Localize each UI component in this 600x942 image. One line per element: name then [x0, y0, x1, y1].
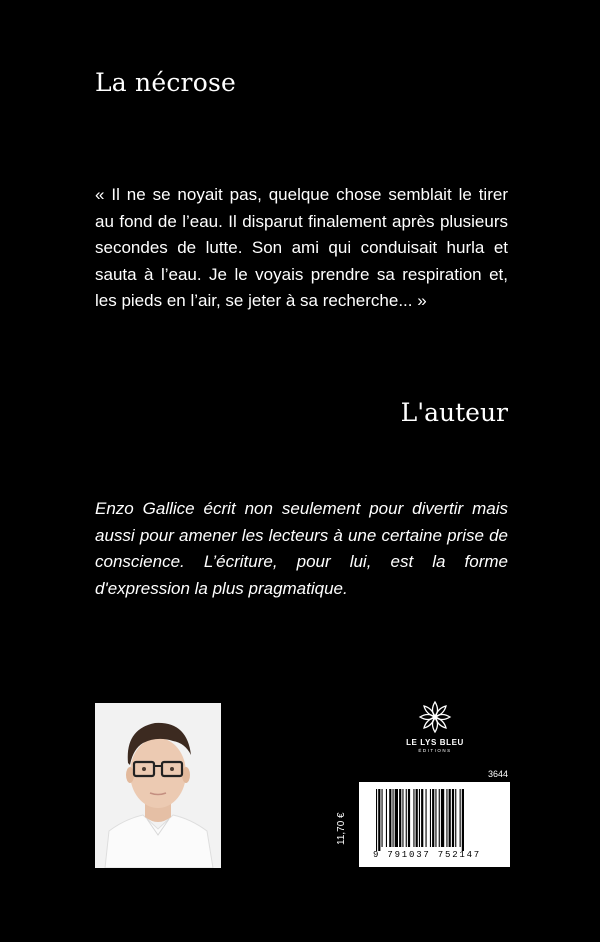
barcode-bar: [402, 789, 403, 847]
barcode-bar: [460, 789, 461, 847]
barcode-bar: [408, 789, 410, 847]
price-label: 11,70 €: [336, 812, 347, 845]
barcode-bar: [378, 789, 380, 851]
barcode-bar: [376, 789, 377, 851]
barcode-bar: [382, 789, 383, 847]
barcode-bar: [426, 789, 427, 847]
barcode-bar: [432, 789, 434, 847]
barcode-bar: [389, 789, 391, 847]
publisher-name: LE LYS BLEU: [406, 738, 464, 747]
barcode-bar: [393, 789, 394, 847]
barcode-bar: [462, 789, 464, 851]
barcode-bar: [435, 789, 436, 847]
barcode-bar: [441, 789, 444, 847]
publisher-logo: [395, 700, 475, 753]
publisher-subtitle: ÉDITIONS: [418, 748, 452, 753]
barcode-bar: [449, 789, 451, 847]
barcode-bar: [421, 789, 423, 847]
barcode-bar: [430, 789, 431, 847]
barcode-bar: [419, 789, 420, 847]
barcode: [359, 782, 510, 867]
barcode-bar: [413, 789, 414, 847]
barcode-bar: [446, 789, 447, 847]
author-photo: [95, 703, 221, 868]
barcode-bar: [395, 789, 398, 847]
product-code: 3644: [487, 769, 508, 779]
author-bio: Enzo Gallice écrit non seulement pour divertir mais aussi pour amener les lecteurs à une certaine prise de conscience. L’écriture, pour lui, est la forme d'expression la plus pragmatique.: [95, 499, 508, 598]
author-heading: L'auteur: [400, 398, 508, 427]
barcode-bar: [455, 789, 456, 847]
barcode-bar: [386, 789, 387, 847]
book-title: La nécrose: [95, 68, 236, 97]
barcode-bars: [376, 789, 494, 851]
lotus-flower-icon: [418, 700, 452, 734]
barcode-bar: [416, 789, 418, 847]
barcode-bar: [399, 789, 401, 847]
isbn-number: 9 791037 752147: [373, 850, 482, 860]
barcode-bar: [406, 789, 407, 847]
book-excerpt: « Il ne se noyait pas, quelque chose semblait le tirer au fond de l’eau. Il disparut finalement après plusieurs secondes de lutte. Son ami qui conduisait hurla et sauta à l’eau. Je le voyais prendre sa respiration et, les pieds en l’air, se jeter à sa recherche... »: [95, 185, 508, 310]
barcode-bar: [452, 789, 454, 847]
barcode-bar: [439, 789, 440, 847]
